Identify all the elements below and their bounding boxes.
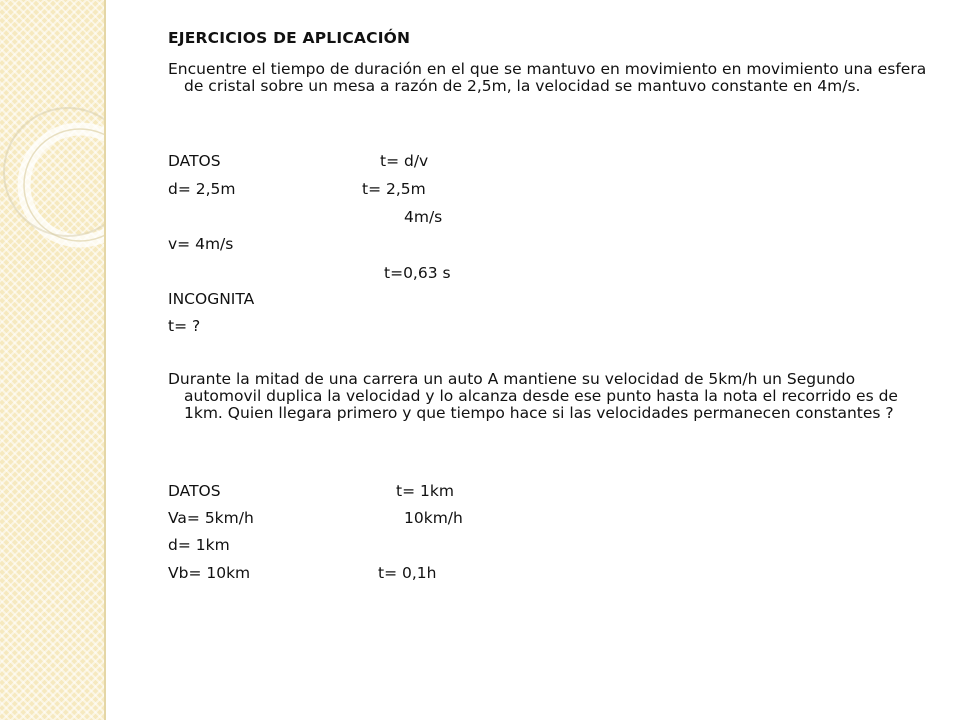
problem1-incognita: t= ? [168,317,201,335]
problem1-distance: d= 2,5m [168,180,236,198]
decorative-sidebar [0,0,106,720]
problem2-velocity-a: Va= 5km/h [168,509,254,527]
problem2-statement: Durante la mitad de una carrera un auto A mantiene su velocidad de 5km/h un Segundo automovil duplica la velocidad y lo alcanza desde ese punto hasta la nota el recorrido es de 1km. Quien llegara primero y que tiempo hace si las velocidades permanecen constantes ? [168,370,898,422]
problem1-incognita-label: INCOGNITA [168,290,255,308]
problem1-statement: Encuentre el tiempo de duración en el que se mantuvo en movimiento en movimiento una esfera de cristal sobre un mesa a razón de 2,5m, la velocidad se mantuvo constante en 4m/s. [168,60,927,95]
sidebar-edge [104,0,106,720]
problem1-formula: t= d/v [380,152,429,170]
problem2-velocity-b: Vb= 10km [168,564,251,582]
problem1-time-denominator: 4m/s [404,208,443,226]
problem2-distance: d= 1km [168,536,230,554]
problem2-time-denominator: 10km/h [404,509,463,527]
problem1-result: t=0,63 s [384,264,451,282]
problem2-time-numerator: t= 1km [396,482,454,500]
slide-title: EJERCICIOS DE APLICACIÓN [168,29,411,47]
problem2-datos-label: DATOS [168,482,221,500]
slide-content [168,0,928,720]
circle-decoration-icon [0,0,106,720]
problem1-time-numerator: t= 2,5m [362,180,426,198]
problem1-velocity: v= 4m/s [168,235,234,253]
problem1-datos-label: DATOS [168,152,221,170]
problem2-result: t= 0,1h [378,564,437,582]
